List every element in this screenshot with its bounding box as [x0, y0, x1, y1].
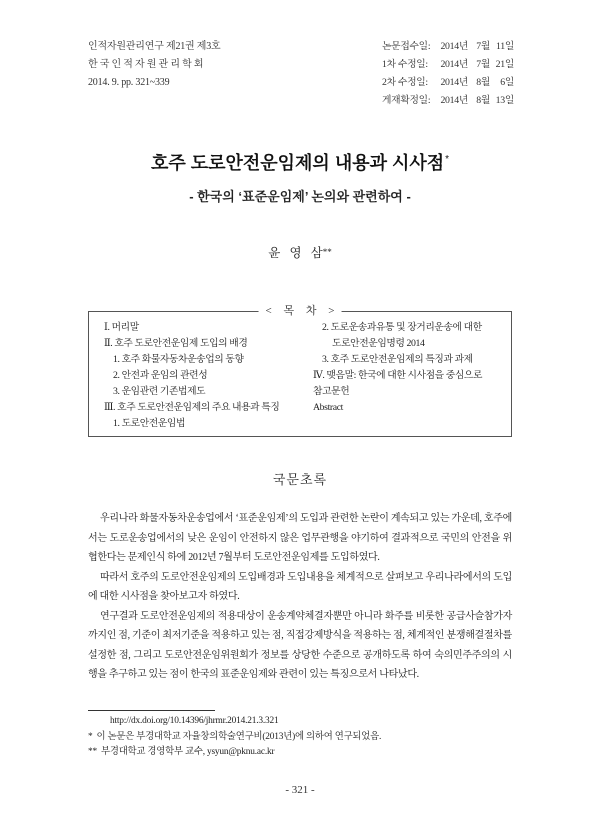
toc-subitem: 1. 도로안전운임법 [113, 418, 186, 429]
abstract-paragraph: 연구결과 도로안전운임제의 적용대상이 운송계약체결자뿐만 아니라 화주를 비롯한 공급사슬참가자까지인 점, 기준이 최저기준을 적용하고 있는 점, 직접강제방식을 적용하는 점, 체계적인 분쟁해결절차를 설정한 점, 그리고 도로안전운임위원회가 정보를 상당한 수준으로 공개하도록 하여 숙의민주주의의 시행을 추구하고 있는 점이 한국의 표준운임제와 관련이 있는 특징으로서 나타났다. [88, 610, 512, 680]
date-label: 논문접수일: [382, 41, 431, 52]
date-label: 1차 수정일: [382, 59, 428, 70]
toc-subitem: 3. 호주 도로안전운임제의 특징과 과제 [322, 354, 473, 365]
toc-item: 참고문헌 [313, 386, 350, 397]
footnote-divider [88, 710, 215, 711]
date-year: 2014년 [440, 77, 468, 88]
table-of-contents [88, 305, 512, 437]
toc-heading: < 목 차 > [259, 303, 342, 319]
toc-subitem-continuation: 도로안전운임명령 2014 [332, 338, 425, 349]
abstract-paragraph: 따라서 호주의 도로안전운임제의 도입배경과 도입내용을 체계적으로 살펴보고 우리나라에서의 도입에 대한 시사점을 찾아보고자 하였다. [88, 571, 512, 602]
submission-dates [382, 38, 514, 110]
footnotes [88, 714, 512, 761]
toc-subitem: 2. 안전과 운임의 관련성 [113, 370, 208, 381]
toc-right-column [313, 320, 505, 416]
footnote-text: 부경대학교 경영학부 교수, ysyun@pknu.ac.kr [100, 747, 275, 757]
toc-item: Ⅰ. 머리말 [104, 322, 139, 333]
date-day: 13일 [495, 95, 514, 106]
doi-line: http://dx.doi.org/10.14396/jhrmr.2014.21.3.321 [110, 716, 279, 726]
page-number: - 321 - [285, 784, 315, 796]
date-row-revision-1 [382, 56, 514, 74]
author-name: 윤 영 삼 [268, 246, 323, 260]
toc-item: Ⅲ. 호주 도로안전운임제의 주요 내용과 특징 [104, 402, 280, 413]
journal-info [88, 38, 221, 92]
footnote-mark: * [88, 731, 93, 742]
date-day: 6일 [500, 77, 514, 88]
toc-left-column [104, 320, 309, 432]
date-row-accepted [382, 92, 514, 110]
author-line [40, 243, 560, 263]
paper-title [40, 151, 560, 175]
footnote-funding [88, 730, 512, 746]
toc-subitem: 1. 호주 화물자동차운송업의 동향 [113, 354, 244, 365]
toc-subitem: 3. 운임관련 기존법제도 [113, 386, 206, 397]
society-name: 한 국 인 적 자 원 관 리 학 회 [88, 59, 204, 70]
date-month: 8월 [476, 95, 490, 106]
date-day: 21일 [495, 59, 514, 70]
date-row-received [382, 38, 514, 56]
date-month: 7월 [476, 41, 490, 52]
abstract-body [88, 509, 512, 685]
date-year: 2014년 [440, 59, 468, 70]
author-footnote-mark: ** [322, 247, 332, 257]
toc-item: Ⅱ. 호주 도로안전운임제 도입의 배경 [104, 338, 248, 349]
title-footnote-mark: * [445, 154, 450, 165]
toc-subitem: 2. 도로운송과유통 및 장거리운송에 대한 [322, 322, 482, 333]
footnote-mark: ** [88, 747, 97, 757]
toc-item: Abstract [313, 402, 343, 413]
paper-title-text: 호주 도로안전운임제의 내용과 시사점 [150, 153, 445, 173]
paper-subtitle: - 한국의 ‘표준운임제’ 논의와 관련하여 - [189, 189, 411, 204]
date-day: 11일 [496, 41, 514, 52]
date-year: 2014년 [440, 95, 468, 106]
footnote-text: 이 논문은 부경대학교 자율창의학술연구비(2013년)에 의하여 연구되었음. [96, 731, 382, 742]
date-month: 7월 [476, 59, 490, 70]
date-year: 2014년 [440, 41, 468, 52]
date-month: 8월 [476, 77, 490, 88]
date-label: 2차 수정일: [382, 77, 428, 88]
issue-pages: 2014. 9. pp. 321~339 [88, 77, 170, 88]
journal-volume: 인적자원관리연구 제21권 제3호 [88, 41, 221, 52]
footnote-author [88, 745, 512, 761]
abstract-paragraph: 우리나라 화물자동차운송업에서 ‘표준운임제’의 도입과 관련한 논란이 계속되고 있는 가운데, 호주에서는 도로운송업에서의 낮은 운임이 안전하지 않은 업무관행을 야기하여 결과적으로 국민의 안전을 위협한다는 문제인식 하에 2012년 7월부터 도로안전운임제를 도입하였다. [88, 513, 512, 563]
abstract-heading: 국문초록 [272, 472, 328, 487]
date-label: 게재확정일: [382, 95, 431, 106]
date-row-revision-2 [382, 74, 514, 92]
toc-item: Ⅳ. 맺음말: 한국에 대한 시사점을 중심으로 [313, 370, 483, 381]
